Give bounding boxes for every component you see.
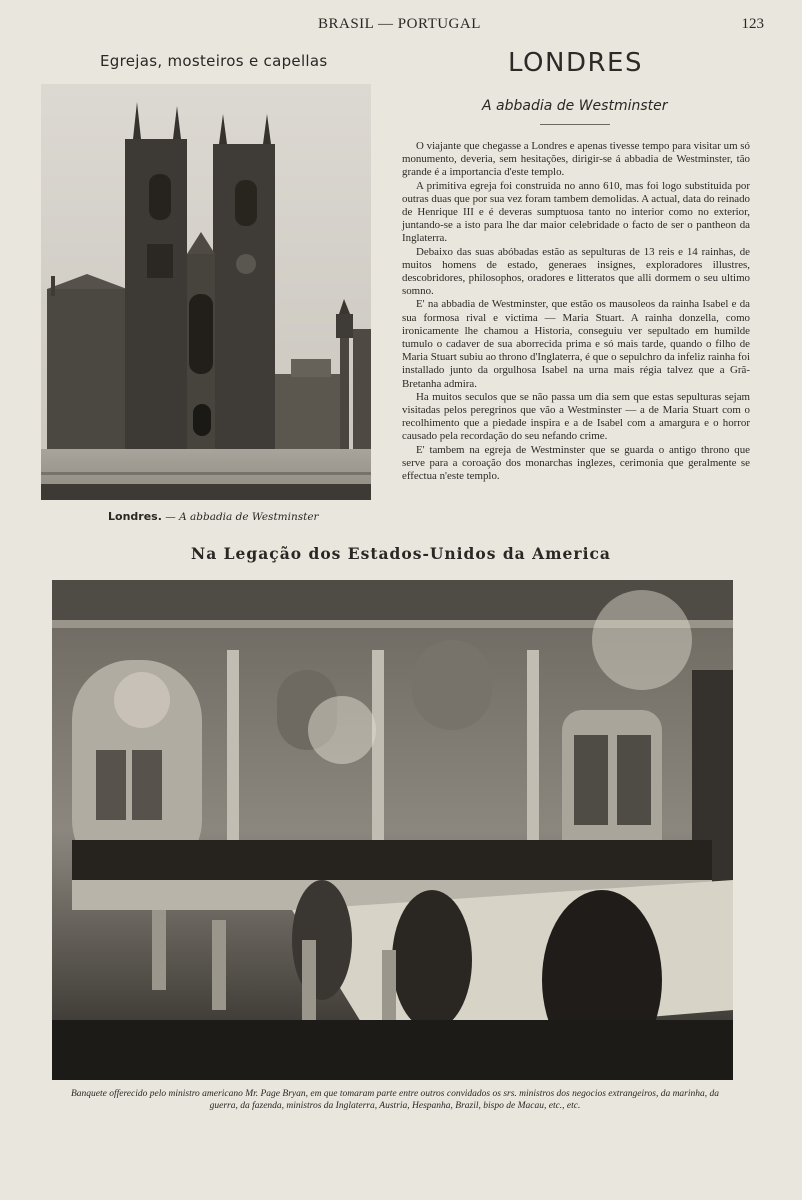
article-paragraph: Debaixo das suas abóbadas estão as sepulturas de 13 reis e 14 rainhas, de muitos homens de estado, generaes insignes, exploradores illustres, descobridores, philosophos, oradores e litteratos que alli dormem o seu ultimo somno. (402, 245, 750, 298)
running-title: BRASIL — PORTUGAL (318, 16, 481, 32)
caption-rest: — A abbadia de Westminster (161, 511, 319, 523)
article-paragraph: E' na abbadia de Westminster, que estão os mausoleos da rainha Isabel e da sua formosa rival e victima — Maria Stuart. A rainha donzella, como ironicamente lhe chamou a Historia, conseguiu ver sepultado em humilde tumulo o cadaver de sua aborrecida prima e só mais tarde, quando o filho de Maria Stuart subiu ao throno d'Inglaterra, é que o sepulchro da infeliz rainha foi installado junto da orgulhosa Isabel na urna mais régia talvez que a Grã-Bretanha admira. (402, 298, 750, 390)
article-paragraph: A primitiva egreja foi construida no anno 610, mas foi logo substituida por outras duas que por sua vez foram tambem demolidas. A actual, data do reinado de Henrique III e é deveras sumptuosa tanto no interior como no exterior, juntando-se a isto para lhe dar maior celebridade o facto de ser o pantheon da Inglaterra. (402, 179, 750, 245)
page-number: 123 (741, 16, 764, 32)
banquet-photo (52, 580, 733, 1080)
article-paragraph: O viajante que chegasse a Londres e apenas tivesse tempo para visitar um só monumento, deveria, sem hesitações, dirigir-se á abbadia de Westminster, tão grande é a importancia d'este templo. (402, 140, 750, 179)
banquet-photo-caption: Banquete offerecido pelo ministro americano Mr. Page Bryan, em que tomaram parte entre outros convidados os srs. ministros dos negocios extrangeiros, da marinha, da guerra, da fazenda, ministros da Inglaterra, Austria, Hespanha, Brazil, bispo de Macau, etc., etc. (70, 1089, 720, 1111)
subtitle-divider (540, 124, 610, 125)
running-head (0, 16, 802, 36)
section-heading-churches: Egrejas, mosteiros e capellas (100, 52, 328, 70)
abbey-photo-caption (108, 510, 368, 523)
westminster-abbey-photo (41, 84, 371, 500)
article-paragraph: E' tambem na egreja de Westminster que se guarda o antigo throno que serve para a coroação dos monarchas inglezes, cerimonia que geralmente se effectua n'este templo. (402, 443, 750, 483)
article-body (402, 140, 750, 483)
article-paragraph: Ha muitos seculos que se não passa um dia sem que estas sepulturas sejam visitadas pelos peregrinos que vão a Westminster — a de Maria Stuart com o recolhimento que a piedade inspira e a de Isabel com a amargura e o horror causado pela recordação do seu nefando crime. (402, 390, 750, 443)
caption-lead: Londres. (108, 510, 162, 523)
legation-heading: Na Legação dos Estados-Unidos da America (191, 544, 611, 563)
article-title: LONDRES (508, 48, 643, 78)
article-subtitle: A abbadia de Westminster (482, 98, 668, 114)
